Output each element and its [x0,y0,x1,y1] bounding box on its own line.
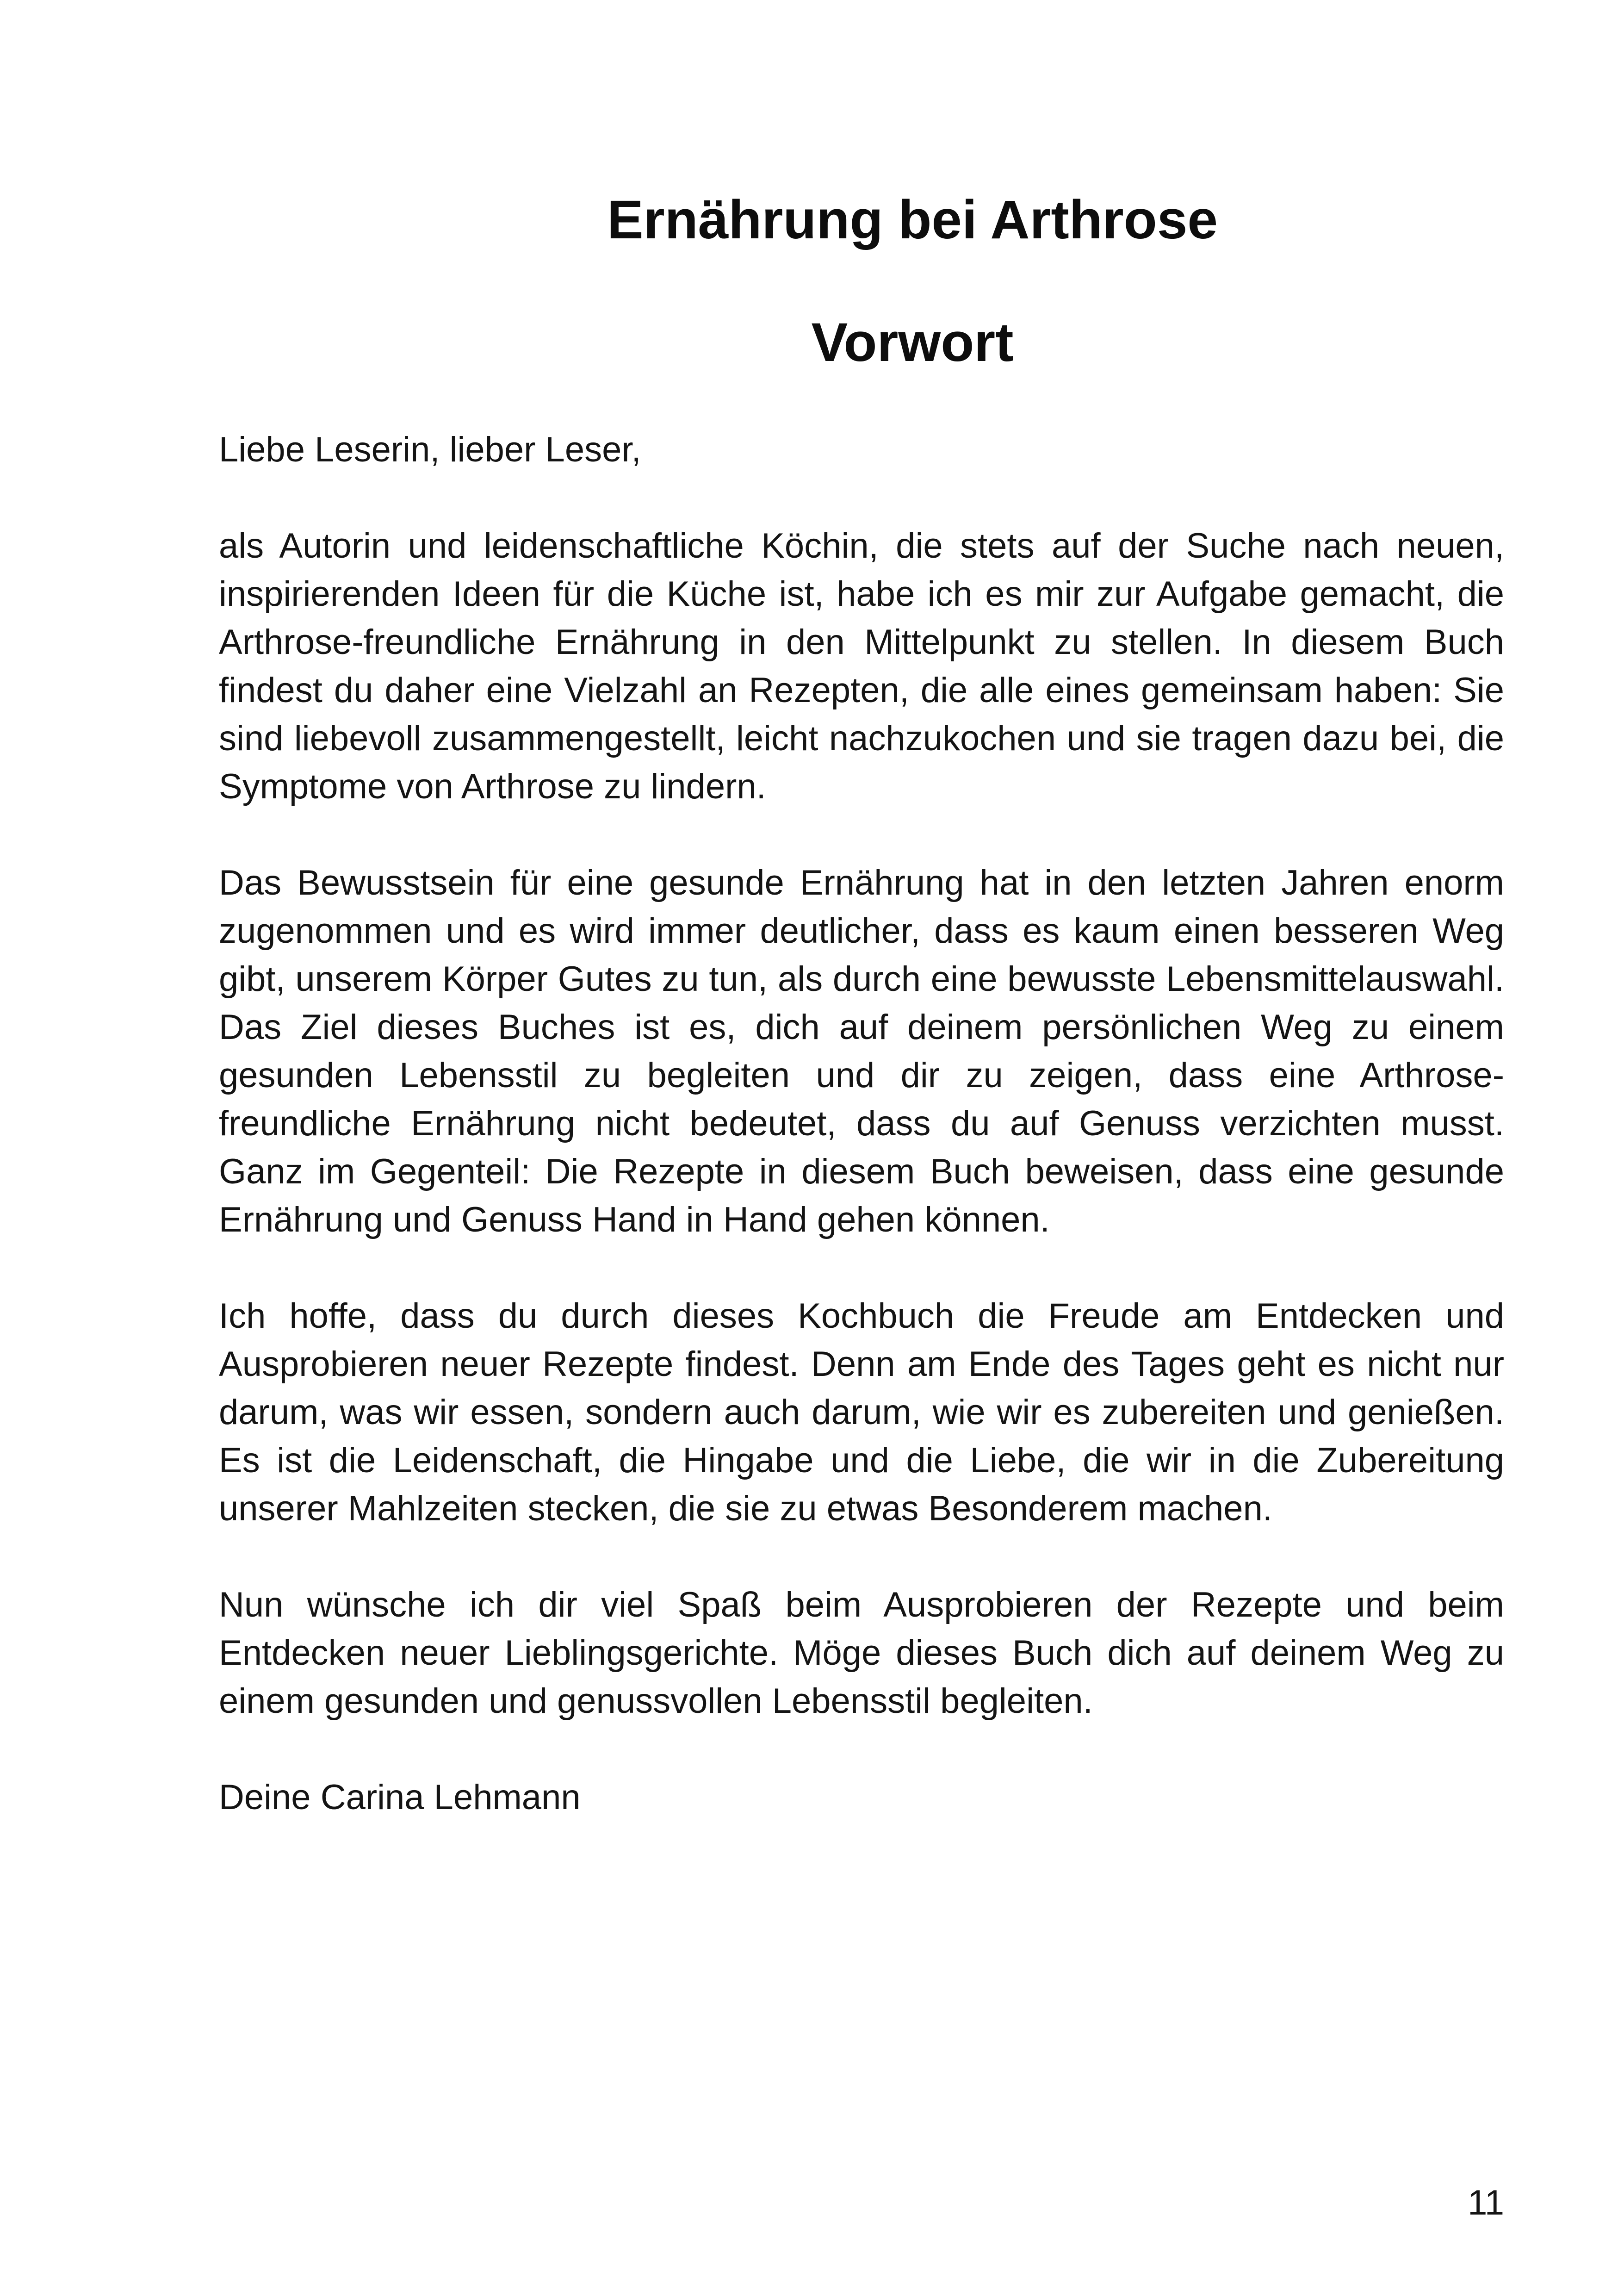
page-number: 11 [1468,2183,1504,2222]
book-title: Ernährung bei Arthrose [607,189,1218,250]
signature: Deine Carina Lehmann [219,1778,581,1817]
chapter-title: Vorwort [811,312,1014,373]
paragraph-1: als Autorin und leidenschaftliche Köchin, die stets auf der Suche nach neuen, inspirierenden Ideen für die Küche ist, habe ich es mir zur Aufgabe gemacht, die Arthrose-freundliche Ernährung in den Mittelpunkt zu stellen. In diesem Buch findest du daher eine Vielzahl an Rezepten, die alle eines gemeinsam haben: Sie sind liebevoll zusammengestellt, leicht nachzukochen und sie tragen dazu bei, die Symptome von Arthrose zu lindern. [219,526,1504,806]
paragraph-2: Das Bewusstsein für eine gesunde Ernährung hat in den letzten Jahren enorm zugenommen und es wird immer deutlicher, dass es kaum einen besseren Weg gibt, unserem Körper Gutes zu tun, als durch eine bewusste Lebensmittelauswahl. Das Ziel dieses Buches ist es, dich auf deinem persönlichen Weg zu einem gesunden Lebensstil zu begleiten und dir zu zeigen, dass eine Arthrose-freundliche Ernährung nicht bedeutet, dass du auf Genuss verzichten musst. Ganz im Gegenteil: Die Rezepte in diesem Buch beweisen, dass eine gesunde Ernährung und Genuss Hand in Hand gehen können. [219,863,1504,1239]
paragraph-3: Ich hoffe, dass du durch dieses Kochbuch die Freude am Entdecken und Ausprobieren neuer Rezepte findest. Denn am Ende des Tages geht es nicht nur darum, was wir essen, sondern auch darum, wie wir es zubereiten und genießen. Es ist die Leidenschaft, die Hingabe und die Liebe, die wir in die Zubereitung unserer Mahlzeiten stecken, die sie zu etwas Besonderem machen. [219,1296,1504,1528]
salutation: Liebe Leserin, lieber Leser, [219,430,641,469]
paragraph-4: Nun wünsche ich dir viel Spaß beim Ausprobieren der Rezepte und beim Entdecken neuer Lieblingsgerichte. Möge dieses Buch dich auf deinem Weg zu einem gesunden und genussvollen Lebensstil begleiten. [219,1585,1504,1721]
body-text [219,426,1504,1822]
